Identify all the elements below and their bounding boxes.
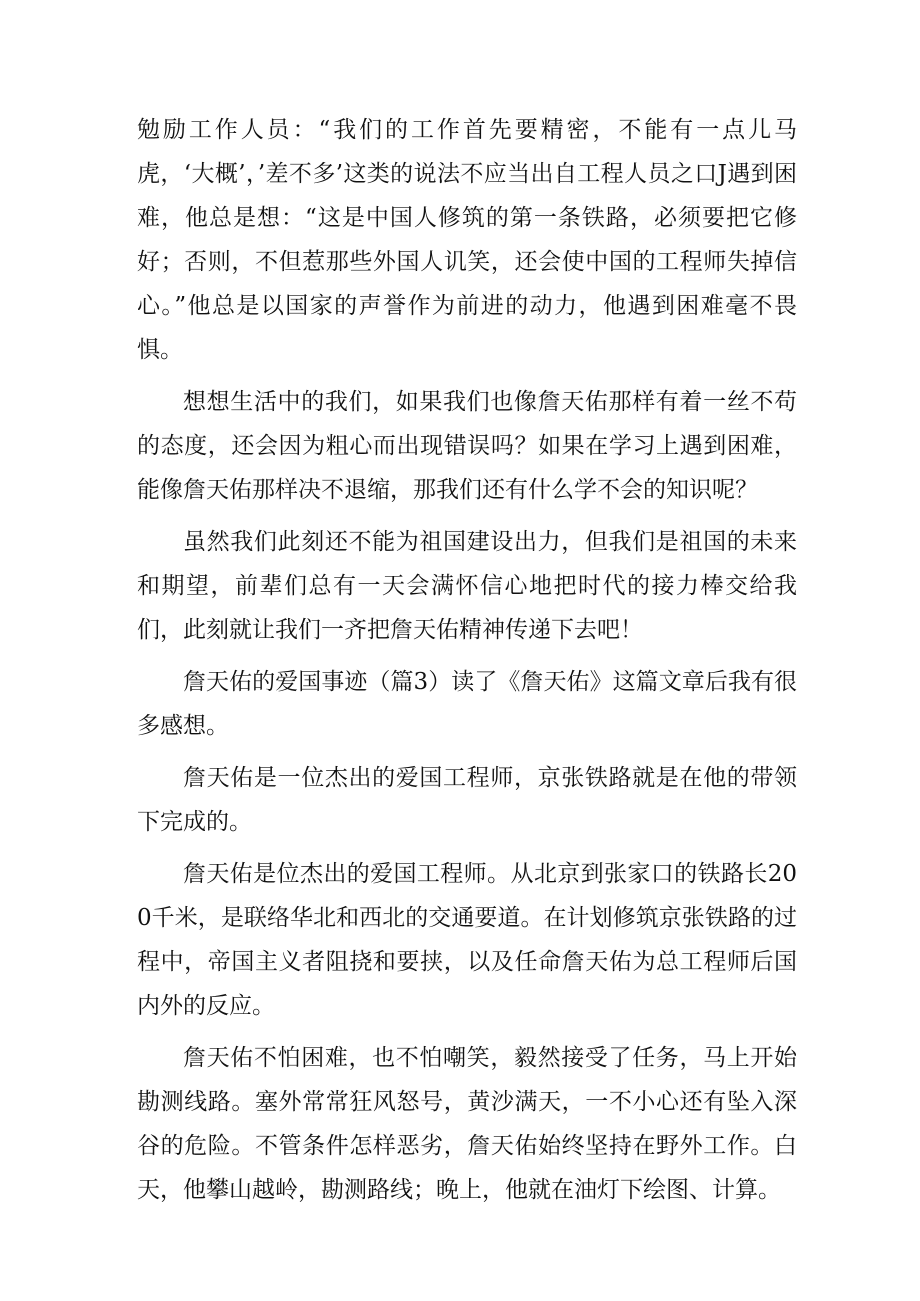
- paragraph-1: 勉励工作人员：“我们的工作首先要精密，不能有一点儿马虎，‘大概’，’差不多’这类的说法不应当出自工程人员之口J遇到困难，他总是想：“这是中国人修筑的第一条铁路，必须要把它修好；否则，不但惹那些外国人讥笑，还会使中国的工程师失掉信心。”他总是以国家的声誉作为前进的动力，他遇到困难毫不畏惧。: [137, 117, 797, 363]
- paragraph-7: 詹天佑不怕困难，也不怕嘲笑，毅然接受了任务，马上开始勘测线路。塞外常常狂风怒号，黄沙满天，一不小心还有坠入深谷的危险。不管条件怎样恶劣，詹天佑始终坚持在野外工作。白天，他攀山越岭，勘测路线；晚上，他就在油灯下绘图、计算。: [137, 1045, 797, 1203]
- paragraph-2: 想想生活中的我们，如果我们也像詹天佑那样有着一丝不苟的态度，还会因为粗心而出现错误吗？如果在学习上遇到困难，能像詹天佑那样决不退缩，那我们还有什么学不会的知识呢？: [137, 389, 797, 503]
- paragraph-6: 詹天佑是位杰出的爱国工程师。从北京到张家口的铁路长200千米，是联络华北和西北的交通要道。在计划修筑京张铁路的过程中，帝国主义者阻挠和要挟，以及任命詹天佑为总工程师后国内外的反应。: [137, 861, 797, 1019]
- paragraph-5: 詹天佑是一位杰出的爱国工程师，京张铁路就是在他的带领下完成的。: [137, 765, 797, 835]
- document-body: [137, 108, 797, 1220]
- paragraph-3: 虽然我们此刻还不能为祖国建设出力，但我们是祖国的未来和期望，前辈们总有一天会满怀信心地把时代的接力棒交给我们，此刻就让我们一齐把詹天佑精神传递下去吧！: [137, 529, 797, 643]
- paragraph-4: 詹天佑的爱国事迹（篇3）读了《詹天佑》这篇文章后我有很多感想。: [137, 669, 797, 739]
